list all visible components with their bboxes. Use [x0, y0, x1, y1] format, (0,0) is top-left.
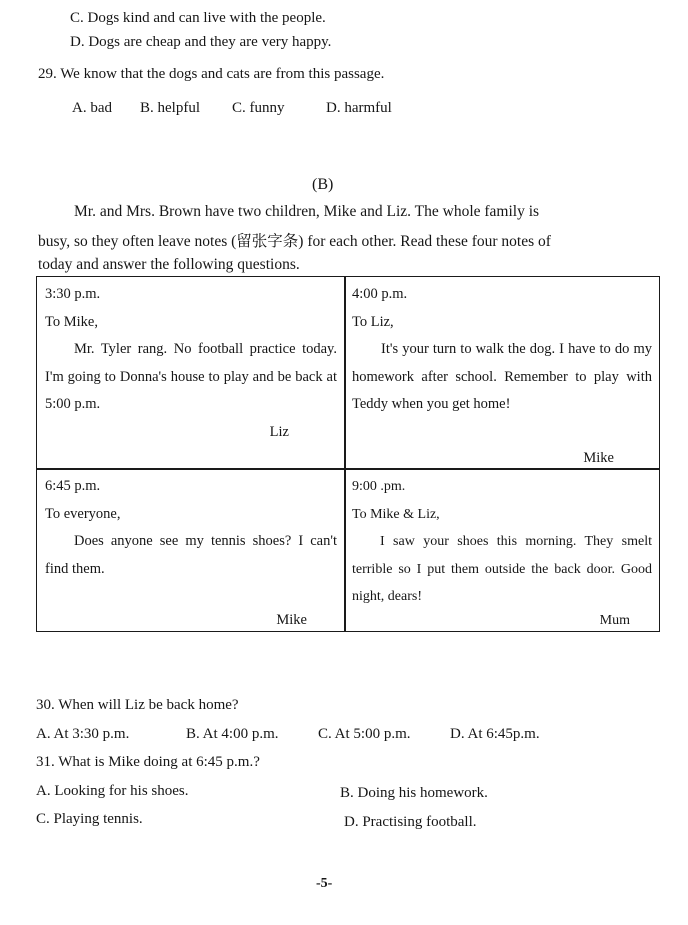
note-recipient: To everyone,: [45, 505, 121, 522]
q29-option-c: C. funny: [232, 100, 285, 116]
q31-question: 31. What is Mike doing at 6:45 p.m.?: [36, 754, 260, 770]
q29-option-b: B. helpful: [140, 100, 200, 116]
note-time: 9:00 .pm.: [352, 479, 406, 494]
note-recipient: To Liz,: [352, 313, 394, 330]
note-recipient: To Mike & Liz,: [352, 506, 440, 522]
table-divider-horizontal: [37, 468, 659, 470]
note-time: 4:00 p.m.: [352, 286, 408, 302]
notes-table: [36, 276, 660, 632]
note-signature: Liz: [269, 424, 289, 440]
q30-option-c: C. At 5:00 p.m.: [318, 726, 411, 742]
note-cell: [45, 281, 337, 465]
note-cell: [352, 473, 652, 629]
note-time: 6:45 p.m.: [45, 478, 101, 494]
q31-option-d: D. Practising football.: [344, 814, 477, 830]
q31-option-c: C. Playing tennis.: [36, 811, 143, 827]
note-cell: [45, 473, 337, 629]
note-recipient: To Mike,: [45, 313, 98, 330]
section-heading: (B): [312, 176, 334, 193]
note-signature: Mike: [276, 612, 307, 628]
note-cell: [352, 281, 652, 465]
intro-line-3: today and answer the following questions.: [38, 256, 300, 273]
page-number: -5-: [316, 876, 333, 891]
intro-line-2: busy, so they often leave notes (留张字条) for each other. Read these four notes of: [38, 233, 551, 250]
q30-option-d: D. At 6:45p.m.: [450, 726, 540, 742]
q31-option-a: A. Looking for his shoes.: [36, 783, 189, 799]
table-divider-vertical: [344, 277, 346, 631]
note-body: It's your turn to walk the dog. I have to do my homework after school. Remember to play with Teddy when you get home!: [352, 341, 652, 412]
note-body: Mr. Tyler rang. No football practice today. I'm going to Donna's house to play and be back at 5:00 p.m.: [45, 341, 337, 412]
q29-option-a: A. bad: [72, 100, 112, 116]
q28-option-d: D. Dogs are cheap and they are very happy.: [70, 34, 332, 50]
note-time: 3:30 p.m.: [45, 286, 101, 302]
q30-option-a: A. At 3:30 p.m.: [36, 726, 130, 742]
q30-question: 30. When will Liz be back home?: [36, 697, 239, 713]
q31-option-b: B. Doing his homework.: [340, 785, 488, 801]
note-body: I saw your shoes this morning. They smelt terrible so I put them outside the back door. Good night, dears!: [352, 534, 652, 604]
note-signature: Mum: [599, 613, 630, 628]
q29-option-d: D. harmful: [326, 100, 392, 116]
note-signature: Mike: [583, 450, 614, 466]
q29-question: 29. We know that the dogs and cats are from this passage.: [38, 66, 385, 82]
q28-option-c: C. Dogs kind and can live with the people.: [70, 10, 326, 26]
q30-option-b: B. At 4:00 p.m.: [186, 726, 279, 742]
note-body: Does anyone see my tennis shoes? I can't find them.: [45, 533, 337, 577]
intro-line-1: Mr. and Mrs. Brown have two children, Mike and Liz. The whole family is: [74, 203, 540, 220]
